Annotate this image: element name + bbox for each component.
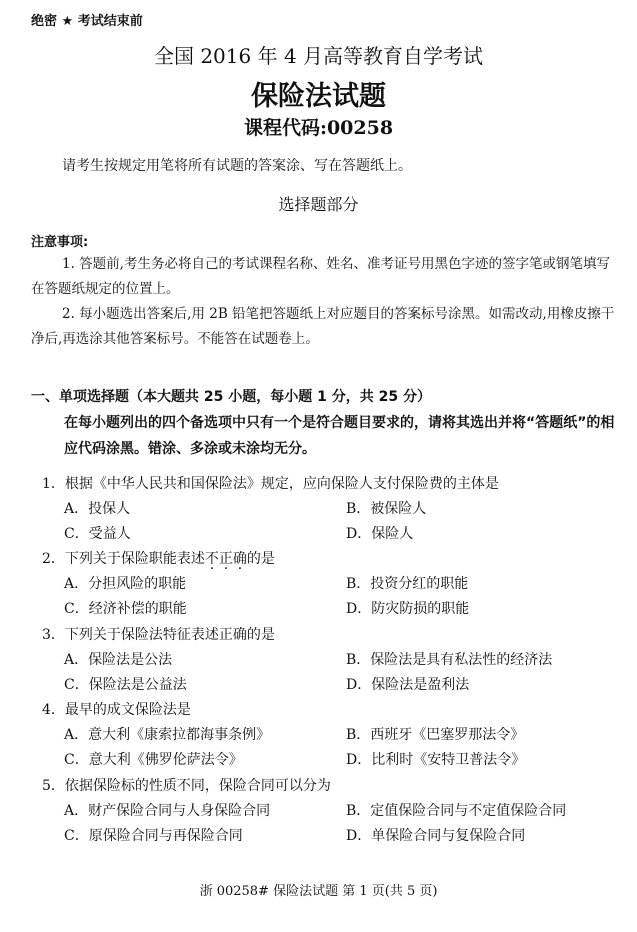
note-item: 2. 每小题选出答案后,用 2B 铅笔把答题纸上对应题目的答案标号涂黑。如需改动,用橡皮擦干净后,再选涂其他答案标号。不能答在试题卷上。 — [31, 306, 615, 347]
option-a: A．保险法是公法 — [64, 652, 173, 668]
option-c: C．原保险合同与再保险合同 — [64, 828, 243, 844]
option-a: A．投保人 — [64, 501, 131, 517]
question-stem: 3．下列关于保险法特征表述正确的是 — [42, 627, 275, 643]
part-title: 一、单项选择题（本大题共 25 小题，每小题 1 分，共 25 分） — [31, 389, 431, 405]
option-d: D．防灾防损的职能 — [346, 601, 470, 617]
option-b: B．被保险人 — [346, 501, 427, 517]
option-a: A．财产保险合同与人身保险合同 — [64, 803, 271, 819]
note-item: 1. 答题前,考生务必将自己的考试课程名称、姓名、准考证号用黑色字迹的签字笔或钢笔填写在答题纸规定的位置上。 — [31, 256, 610, 297]
option-c: C．意大利《佛罗伦萨法令》 — [64, 752, 243, 768]
question-stem: 5．依据保险标的性质不同，保险合同可以分为 — [42, 778, 331, 794]
notes-title: 注意事项: — [31, 235, 89, 250]
option-a: A．分担风险的职能 — [64, 576, 187, 592]
option-c: C．保险法是公益法 — [64, 677, 187, 693]
stem-text: 的是 — [246, 551, 275, 567]
section-heading: 选择题部分 — [278, 195, 359, 214]
option-b: B．西班牙《巴塞罗那法令》 — [346, 727, 525, 743]
confidential-label: 绝密 ★ 考试结束前 — [31, 14, 143, 29]
option-d: D．单保险合同与复保险合同 — [346, 828, 526, 844]
course-code: 课程代码:00258 — [243, 117, 394, 139]
emphasis-char: 确 — [232, 551, 247, 567]
stem-text: 2．下列关于保险职能表述 — [42, 551, 205, 567]
question-stem: 4．最早的成文保险法是 — [42, 702, 191, 718]
part-description: 在每小题列出的四个备选项中只有一个是符合题目要求的，请将其选出并将“答题纸”的相应代码涂黑。错涂、多涂或未涂均无分。 — [64, 415, 615, 457]
question-stem: 1．根据《中华人民共和国保险法》规定，应向保险人支付保险费的主体是 — [42, 476, 499, 492]
option-b: B．保险法是具有私法性的经济法 — [346, 652, 553, 668]
option-d: D．比利时《安特卫普法令》 — [346, 752, 526, 768]
page-footer: 浙 00258# 保险法试题 第 1 页(共 5 页) — [199, 884, 438, 899]
exam-title: 全国 2016 年 4 月高等教育自学考试 — [153, 44, 484, 68]
emphasis-char: 正 — [218, 551, 233, 567]
option-d: D．保险法是盈利法 — [346, 677, 470, 693]
general-instruction: 请考生按规定用笔将所有试题的答案涂、写在答题纸上。 — [62, 158, 412, 174]
option-c: C．经济补偿的职能 — [64, 601, 187, 617]
option-b: B．投资分红的职能 — [346, 576, 469, 592]
paper-title: 保险法试题 — [251, 81, 386, 112]
emphasis-char: 不 — [204, 551, 219, 567]
option-c: C．受益人 — [64, 526, 131, 542]
option-d: D．保险人 — [346, 526, 414, 542]
option-a: A．意大利《康索拉都海事条例》 — [64, 727, 271, 743]
question-stem — [42, 548, 275, 568]
option-b: B．定值保险合同与不定值保险合同 — [346, 803, 567, 819]
